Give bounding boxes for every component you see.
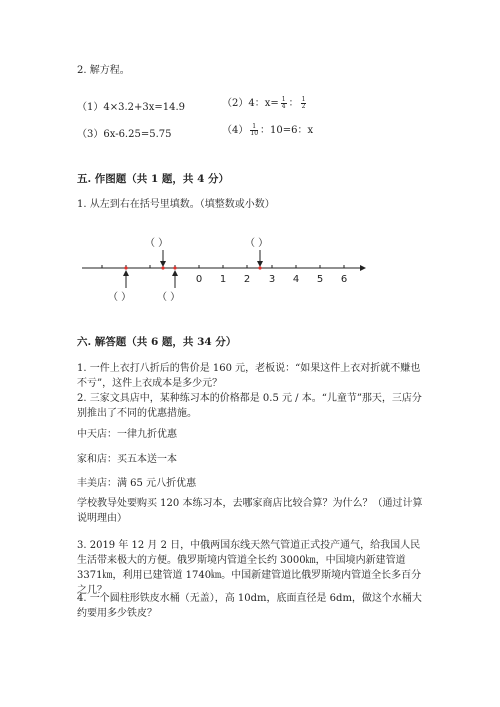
arrow-down-right-head xyxy=(257,261,263,267)
tick-label: 6 xyxy=(340,274,348,285)
answer-bracket-top-right: （ ） xyxy=(245,238,269,249)
fraction-numerator: 1 xyxy=(252,123,257,130)
tick-label: 3 xyxy=(268,274,276,285)
section-6-question-3: 3. 2019 年 12 月 2 日，中俄两国东线天然气管道正式投产通气，给我国人民生活带来极大的方便。俄罗斯境内管道全长约 3000㎞，中国境内新建管道 3371㎞，利用已建管道 1740㎞。中国新建管道比俄罗斯境内管道全长多百分之几？ xyxy=(77,540,422,596)
equation-2-prefix: （2）4：x= xyxy=(222,98,279,109)
equation-4-suffix: ：10=6：x xyxy=(260,125,314,136)
shop-offer-1: 中天店：一律九折优惠 xyxy=(77,429,177,440)
tick-label: 4 xyxy=(292,274,300,285)
fraction-denominator: 2 xyxy=(301,103,306,110)
section-6-question-4: 4. 一个圆柱形铁皮水桶（无盖），高 10dm，底面直径是 6dm，做这个水桶大约要用多少铁皮？ xyxy=(77,593,422,619)
section-5-question-1: 1. 从左到右在括号里填数。（填整数或小数） xyxy=(77,199,275,210)
section-6-title: 六. 解答题（共 6 题，共 34 分） xyxy=(77,336,237,348)
arrow-up-right-head xyxy=(172,270,178,276)
equation-4 xyxy=(222,121,313,137)
equation-1: （1）4×3.2+3x=14.9 xyxy=(77,102,186,113)
shop-offer-2: 家和店：买五本送一本 xyxy=(77,454,177,465)
fraction-one-half xyxy=(301,97,307,110)
point-marker xyxy=(173,266,176,269)
arrow-down-left-head xyxy=(160,261,166,267)
point-marker xyxy=(124,266,127,269)
fraction-one-quarter xyxy=(281,97,287,110)
number-line-arrowhead xyxy=(360,265,366,271)
answer-bracket-top-left: （ ） xyxy=(145,238,169,249)
equation-4-prefix: （4） xyxy=(222,125,249,136)
section-5-title: 五. 作图题（共 1 题，共 4 分） xyxy=(77,173,230,185)
answer-bracket-bottom-right: （ ） xyxy=(157,292,181,303)
fraction-numerator: 1 xyxy=(301,96,306,103)
number-line-figure xyxy=(0,228,500,308)
answer-bracket-bottom-left: （ ） xyxy=(108,292,132,303)
equation-2-separator: ： xyxy=(288,98,299,109)
equation-3: （3）6x-6.25=5.75 xyxy=(77,129,172,140)
point-marker xyxy=(161,266,164,269)
arrow-up-left-head xyxy=(123,270,129,276)
section-6-question-1: 1. 一件上衣打八折后的售价是 160 元，老板说：“如果这件上衣对折就不赚也不亏”，这件上衣成本是多少元？ xyxy=(77,363,421,389)
tick-label: 5 xyxy=(316,274,324,285)
shop-offer-3: 丰美店：满 65 元八折优惠 xyxy=(77,478,197,489)
fraction-one-tenth xyxy=(250,124,258,137)
equation-2 xyxy=(222,94,308,110)
tick-label: 2 xyxy=(243,274,251,285)
point-marker xyxy=(258,266,261,269)
tick-label: 1 xyxy=(219,274,227,285)
section-6-question-2-ask: 学校教导处要购买 120 本练习本，去哪家商店比较合算？为什么？（通过计算说明理由） xyxy=(77,498,423,524)
fraction-denominator: 4 xyxy=(281,103,286,110)
q2-title: 2. 解方程。 xyxy=(77,65,130,76)
fraction-denominator: 10 xyxy=(250,130,259,137)
fraction-numerator: 1 xyxy=(281,96,286,103)
section-6-question-2: 2. 三家文具店中，某种练习本的价格都是 0.5 元 / 本。“儿童节”那天，三店分别推出了不同的优惠措施。 xyxy=(77,393,422,419)
tick-label: 0 xyxy=(195,274,203,285)
